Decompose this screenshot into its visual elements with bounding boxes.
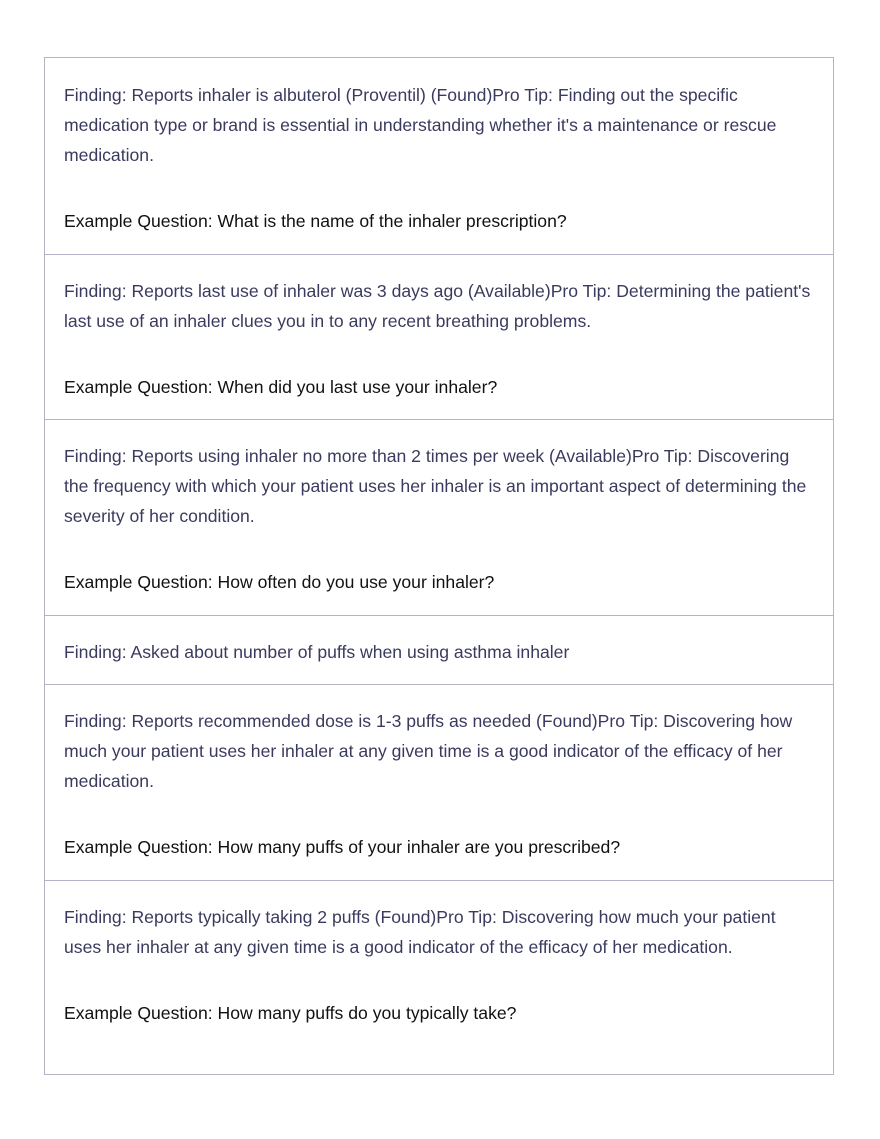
finding-text: Finding: Reports typically taking 2 puffs (Found)Pro Tip: Discovering how much your patient uses her inhaler at any given time is a good indicator of the efficacy of her medication. [64,907,776,957]
finding-text: Finding: Reports inhaler is albuterol (Proventil) (Found)Pro Tip: Finding out the specific medication type or brand is essential in understanding whether it's a maintenance or rescue medication. [64,85,777,165]
finding-row [45,615,833,684]
finding-text: Finding: Reports recommended dose is 1-3 puffs as needed (Found)Pro Tip: Discovering how much your patient uses her inhaler at any given time is a good indicator of the efficacy of her medication. [64,711,793,791]
example-question: Example Question: How many puffs of your inhaler are you prescribed? [64,837,621,857]
finding-row [45,684,833,880]
finding-row [45,58,833,254]
finding-row [45,254,833,419]
finding-row [45,419,833,615]
finding-text: Finding: Reports using inhaler no more than 2 times per week (Available)Pro Tip: Discovering the frequency with which your patient uses her inhaler is an important aspect of determining the severity of her condition. [64,446,807,526]
example-question: Example Question: What is the name of the inhaler prescription? [64,211,567,231]
finding-text: Finding: Reports last use of inhaler was 3 days ago (Available)Pro Tip: Determining the patient's last use of an inhaler clues you in to any recent breathing problems. [64,281,811,331]
example-question: Example Question: When did you last use your inhaler? [64,377,498,397]
example-question: Example Question: How often do you use your inhaler? [64,572,495,592]
finding-row [45,880,833,1074]
example-question: Example Question: How many puffs do you typically take? [64,1003,517,1023]
findings-table [44,57,834,1075]
finding-text: Finding: Asked about number of puffs when using asthma inhaler [64,642,570,662]
